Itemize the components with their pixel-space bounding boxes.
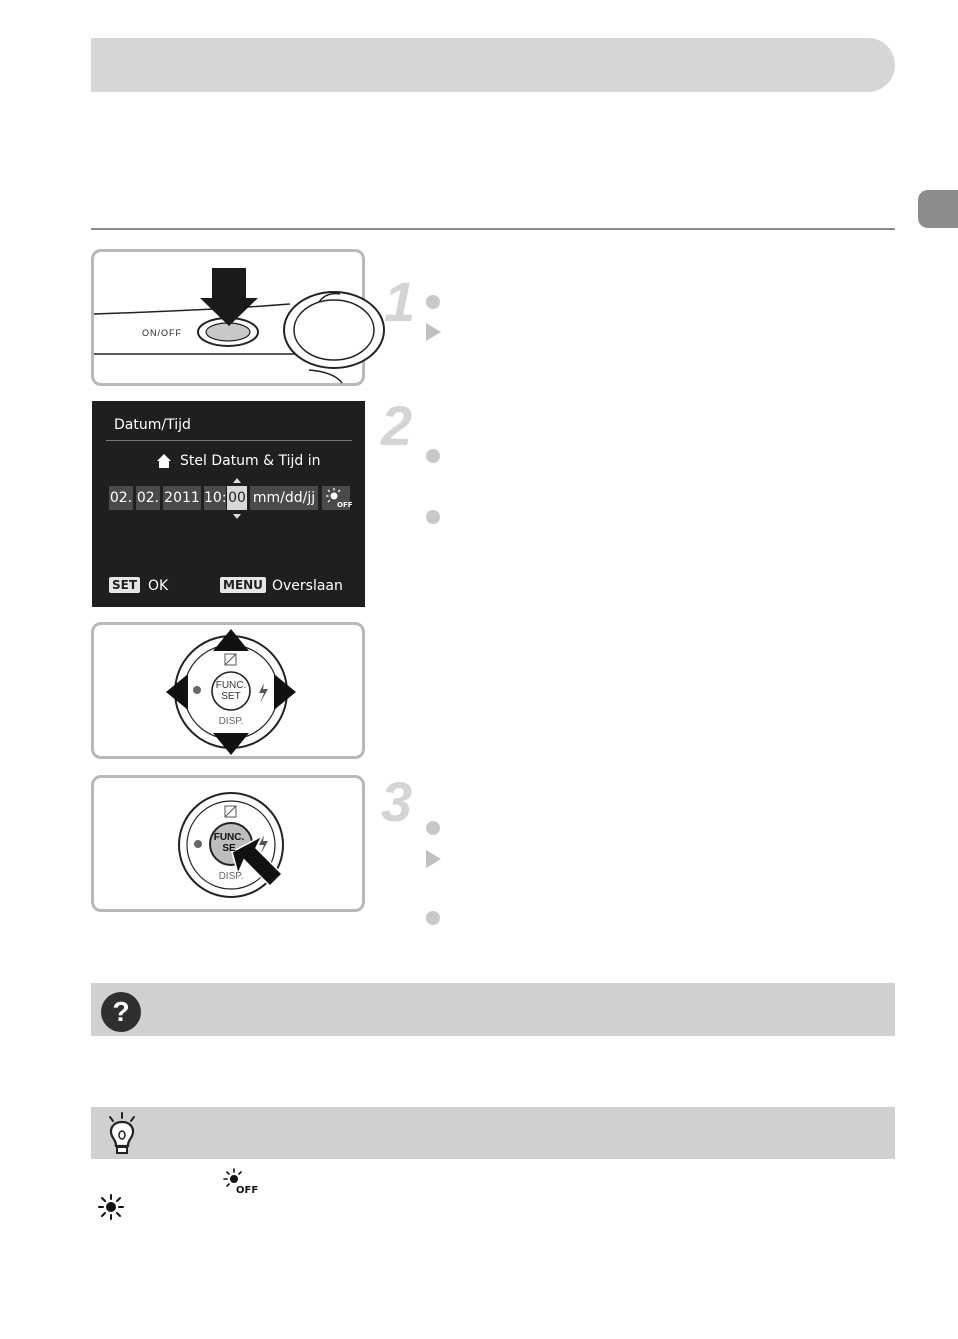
day-field: 02. — [136, 486, 160, 510]
question-icon: ? — [101, 992, 141, 1032]
set-action-label: OK — [148, 578, 169, 594]
date-format-field: mm/dd/jj — [250, 486, 318, 510]
press-down-arrow — [200, 268, 258, 326]
bullet-circle — [426, 295, 440, 309]
year-field: 2011 — [163, 486, 201, 510]
dst-off-icon — [222, 1168, 259, 1196]
screen-title: Datum/Tijd — [114, 417, 191, 433]
dst-on-icon — [97, 1194, 125, 1220]
bullet-circle — [426, 911, 440, 925]
step-number-3: 3 — [381, 770, 413, 833]
svg-text:OFF: OFF — [337, 501, 353, 509]
month-field: 02. — [109, 486, 133, 510]
bullet-circle — [426, 821, 440, 835]
home-icon — [156, 453, 172, 469]
section-divider — [91, 228, 895, 230]
screen-title-rule — [106, 440, 352, 441]
bullet-arrow — [426, 850, 441, 868]
step-number-2: 2 — [381, 394, 413, 457]
bullet-circle — [426, 510, 440, 524]
func-button-label: FUNC. SE — [213, 832, 245, 854]
screen-heading: Stel Datum & Tijd in — [180, 453, 321, 469]
chapter-tab — [918, 190, 958, 228]
power-button-label: ON/OFF — [142, 328, 182, 338]
menu-action-label: Overslaan — [272, 578, 343, 594]
dst-off-icon — [323, 486, 353, 510]
lightbulb-icon — [104, 1111, 140, 1155]
minute-field: 00 — [227, 486, 247, 510]
func-button-label: FUNC. SET — [215, 680, 247, 702]
set-key-label: SET — [109, 577, 140, 593]
disp-label: DISP. — [218, 871, 244, 882]
disp-label: DISP. — [218, 716, 244, 727]
bullet-circle — [426, 449, 440, 463]
troubleshooting-bar — [91, 983, 895, 1036]
section-title-bar — [91, 38, 895, 92]
power-button-illustration — [91, 249, 365, 386]
menu-key-label: MENU — [220, 577, 266, 593]
camera-top-drawing — [94, 252, 362, 383]
date-time-screen — [92, 401, 365, 607]
up-caret-icon — [231, 477, 243, 485]
hour-field: 10: — [204, 486, 226, 510]
func-set-illustration — [91, 775, 365, 912]
down-caret-icon — [231, 512, 243, 520]
step-number-1: 1 — [384, 270, 416, 333]
dst-field — [322, 486, 353, 510]
tips-bar — [91, 1107, 895, 1159]
dst-off-text: OFF — [236, 1185, 259, 1196]
control-dial-illustration — [91, 622, 365, 759]
bullet-arrow — [426, 323, 441, 341]
